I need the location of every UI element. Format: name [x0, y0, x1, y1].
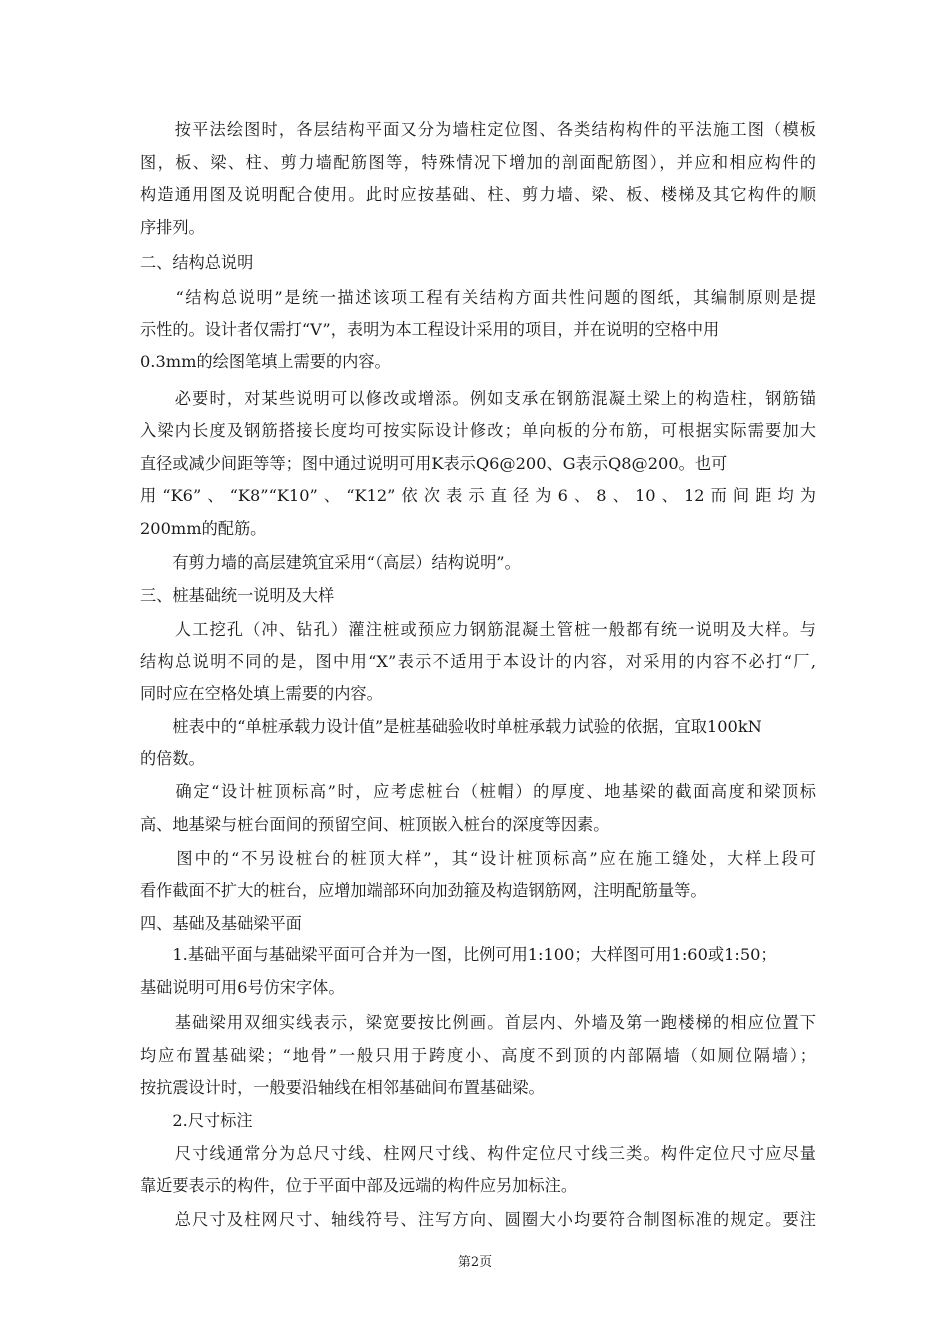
paragraph-line: 结构总说明不同的是，图中用“X”表示不适用于本设计的内容，对采用的内容不必打“厂,: [140, 652, 816, 671]
paragraph-line: 按抗震设计时，一般要沿轴线在相邻基础间布置基础梁。: [140, 1078, 545, 1097]
paragraph-line: 确定“设计桩顶标高”时，应考虑桩台（桩帽）的厚度、地基梁的截面高度和梁顶标: [140, 782, 816, 801]
paragraph-line: 同时应在空格处填上需要的内容。: [140, 684, 383, 703]
paragraph-line: 桩表中的“单桩承载力设计值”是桩基础验收时单桩承载力试验的依据，宜取100kN: [140, 717, 762, 736]
paragraph-line: 基础梁用双细实线表示，梁宽要按比例画。首层内、外墙及第一跑楼梯的相应位置下: [140, 1013, 816, 1032]
paragraph-line: 人工挖孔（冲、钻孔）灌注桩或预应力钢筋混凝土管桩一般都有统一说明及大样。与: [140, 620, 816, 639]
paragraph-line: 尺寸线通常分为总尺寸线、柱网尺寸线、构件定位尺寸线三类。构件定位尺寸应尽量: [140, 1144, 816, 1163]
paragraph-line: 必要时，对某些说明可以修改或增添。例如支承在钢筋混凝土梁上的构造柱，钢筋锚: [140, 389, 816, 408]
page-number: 第2页: [457, 1255, 493, 1270]
paragraph-line: 序排列。: [140, 218, 205, 237]
paragraph-line: 有剪力墙的高层建筑宜采用“（高层）结构说明”。: [140, 553, 521, 572]
paragraph-line: 图中的“不另设桩台的桩顶大样”，其“设计桩顶标高”应在施工缝处，大样上段可: [140, 849, 816, 868]
section-heading: 三、桩基础统一说明及大样: [140, 586, 335, 605]
paragraph-line: 入梁内长度及钢筋搭接长度均可按实际设计修改；单向板的分布筋，可根据实际需要加大: [140, 421, 816, 440]
paragraph-line: 用“K6”、“K8”“K10”、“K12”依次表示直径为6、8、10、12而间距均为: [140, 486, 816, 505]
paragraph-line: 的倍数。: [140, 749, 205, 768]
paragraph-line: 靠近要表示的构件，位于平面中部及远端的构件应另加标注。: [140, 1176, 578, 1195]
paragraph-line: 构造通用图及说明配合使用。此时应按基础、柱、剪力墙、梁、板、楼梯及其它构件的顺: [140, 185, 816, 204]
paragraph-line: 0.3mm的绘图笔填上需要的内容。: [140, 352, 391, 371]
paragraph-line: 1.基础平面与基础梁平面可合并为一图，比例可用1:100；大样图可用1:60或1:50；: [140, 945, 777, 964]
paragraph-line: 图，板、梁、柱、剪力墙配筋图等，特殊情况下增加的剖面配筋图），并应和相应构件的: [140, 153, 816, 172]
paragraph-line: 基础说明可用6号仿宋字体。: [140, 978, 345, 997]
paragraph-line: 示性的。设计者仅需打“V”，表明为本工程设计采用的项目，并在说明的空格中用: [140, 320, 720, 339]
paragraph-line: 均应布置基础梁；“地骨”一般只用于跨度小、高度不到顶的内部隔墙（如厕位隔墙）；: [140, 1046, 816, 1065]
paragraph-line: 总尺寸及柱网尺寸、轴线符号、注写方向、圆圈大小均要符合制图标准的规定。要注: [140, 1210, 816, 1229]
section-heading: 二、结构总说明: [140, 253, 254, 272]
paragraph-line: 200mm的配筋。: [140, 519, 267, 538]
section-heading: 四、基础及基础梁平面: [140, 914, 302, 933]
paragraph-line: 看作截面不扩大的桩台，应增加端部环向加劲箍及构造钢筋网，注明配筋量等。: [140, 881, 707, 900]
paragraph-line: 直径或减少间距等等；图中通过说明可用K表示Q6@200、G表示Q8@200。也可: [140, 454, 728, 473]
paragraph-line: “结构总说明”是统一描述该项工程有关结构方面共性问题的图纸，其编制原则是提: [140, 288, 816, 307]
subsection-heading: 2.尺寸标注: [140, 1111, 253, 1130]
paragraph-line: 高、地基梁与桩台面间的预留空间、桩顶嵌入桩台的深度等因素。: [140, 815, 610, 834]
paragraph-line: 按平法绘图时，各层结构平面又分为墙柱定位图、各类结构构件的平法施工图（模板: [140, 120, 816, 139]
